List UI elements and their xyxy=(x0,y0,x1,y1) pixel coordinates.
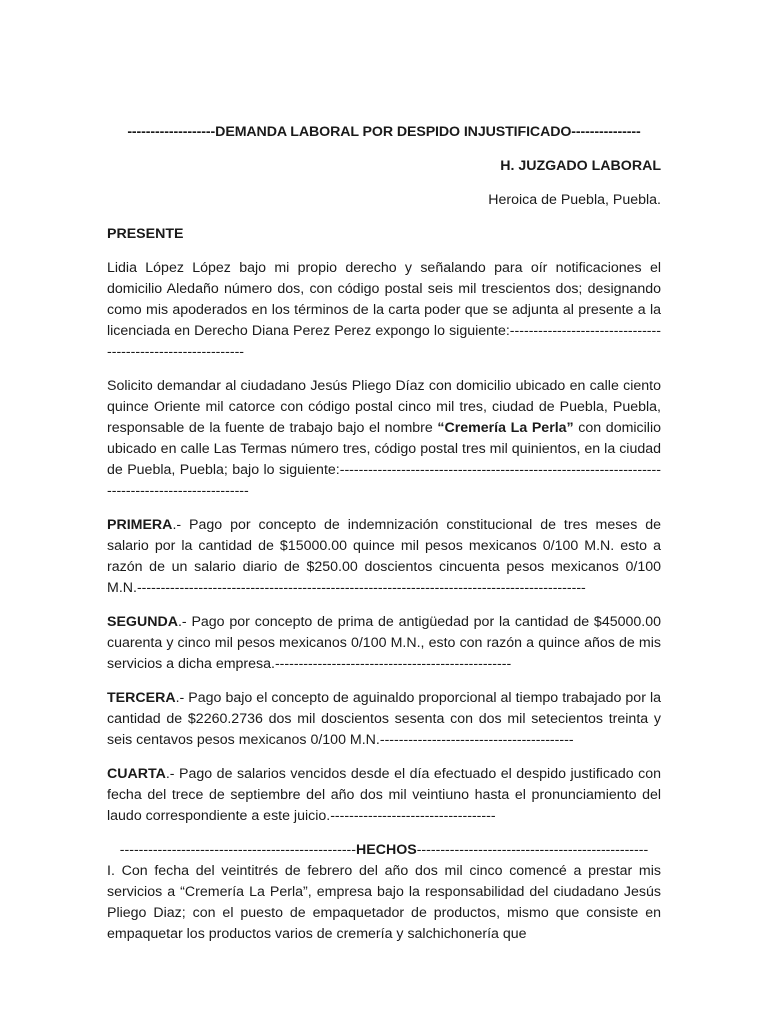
claim-text: .- Pago por concepto de prima de antigüedad por la cantidad de $45000.00 cuarenta y cinco mil pesos mexicanos 0/100 M.N., esto con razón a quince años de mis servicios a dicha empresa.-------------------------------------------------- xyxy=(107,614,661,672)
claim-label: TERCERA xyxy=(107,690,176,706)
claim-text: .- Pago de salarios vencidos desde el día efectuado el despido justificado con fecha del trece de septiembre del año dos mil veintiuno hasta el pronunciamiento del laudo correspondiente a este juicio.----------------------------------- xyxy=(107,766,661,824)
hechos-right-dashes: ------------------------------------------------- xyxy=(416,842,649,858)
court-location: Heroica de Puebla, Puebla. xyxy=(488,192,661,208)
fact-1-paragraph: I. Con fecha del veintitrés de febrero del año dos mil cinco comencé a prestar mis servicios a “Cremería La Perla”, empresa bajo la responsabilidad del ciudadano Jesús Pliego Diaz; con el puesto de empaquetador de productos, mismo que consiste en empaquetar los productos varios de cremería y salchichonería que xyxy=(107,863,661,942)
claim-label: PRIMERA xyxy=(107,517,173,533)
claim-primera xyxy=(107,515,661,599)
hechos-left-dashes: -------------------------------------------------- xyxy=(119,842,356,858)
claim-segunda xyxy=(107,612,661,675)
claim-cuarta xyxy=(107,764,661,827)
demand-text-after: con domicilio ubicado en calle Las Termas número tres, código postal tres mil quinientos, en la ciudad de Puebla, Puebla; bajo lo siguiente:-------------------------------------------------------------------------------------------------- xyxy=(107,420,661,499)
claim-tercera xyxy=(107,688,661,751)
business-name: “Cremería La Perla” xyxy=(437,420,574,436)
claim-text: .- Pago bajo el concepto de aguinaldo proporcional al tiempo trabajado por la cantidad de $2260.2736 dos mil doscientos sesenta con dos mil setecientos treinta y seis centavos pesos mexicanos 0/100 M.N.----------------------------------------- xyxy=(107,690,661,748)
intro-paragraph: Lidia López López bajo mi propio derecho y señalando para oír notificaciones el domicilio Aledaño número dos, con código postal seis mil trescientos dos; designando como mis apoderados en los términos de la carta poder que se adjunta al presente a la licenciada en Derecho Diana Perez Perez expongo lo siguiente:------------------------------------------------------------- xyxy=(107,260,661,360)
hechos-heading xyxy=(107,840,661,861)
court-name: H. JUZGADO LABORAL xyxy=(500,158,661,174)
demand-paragraph xyxy=(107,376,661,502)
presente-heading: PRESENTE xyxy=(107,226,184,242)
claim-text: .- Pago por concepto de indemnización constitucional de tres meses de salario por la cantidad de $15000.00 quince mil pesos mexicanos 0/100 M.N. esto a razón de un salario diario de $250.00 doscientos cincuenta pesos mexicanos 0/100 M.N.----------------------------------------------------------------------------------------------- xyxy=(107,517,661,596)
demand-text-before: Solicito demandar al ciudadano Jesús Pliego Díaz con domicilio ubicado en calle ciento quince Oriente mil catorce con código postal cinco mil tres, ciudad de Puebla, Puebla, responsable de la fuente de trabajo bajo el nombre xyxy=(107,378,661,436)
claim-label: CUARTA xyxy=(107,766,166,782)
claim-label: SEGUNDA xyxy=(107,614,178,630)
document-title: -------------------DEMANDA LABORAL POR DESPIDO INJUSTIFICADO--------------- xyxy=(127,124,641,140)
hechos-label: HECHOS xyxy=(356,842,417,858)
